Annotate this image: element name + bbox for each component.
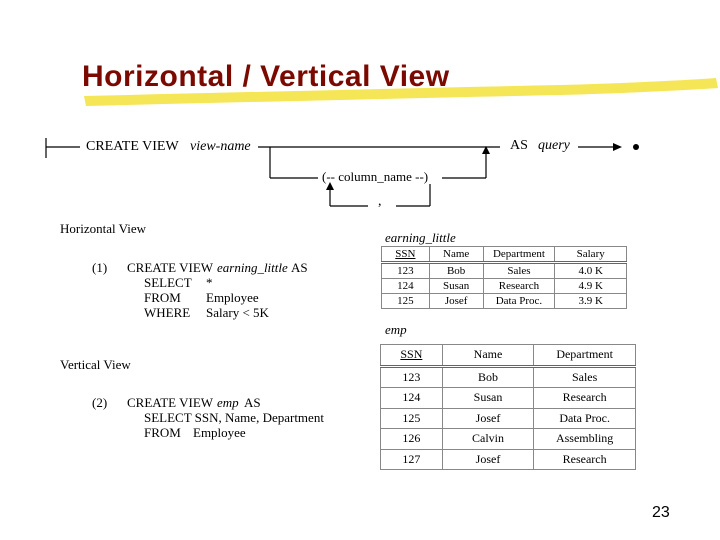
horizontal-where-kw: WHERE [144,305,191,320]
horizontal-select-kw: SELECT [144,275,192,290]
table-cell: 4.9 K [555,279,627,294]
page-number: 23 [652,504,670,521]
table-cell: Sales [534,366,636,388]
horizontal-where-val: Salary < 5K [206,305,269,320]
syntax-query: query [538,138,570,153]
table-cell: 4.0 K [555,263,627,279]
table-cell: Bob [429,263,483,279]
table-cell: 124 [381,388,443,409]
table-row [382,263,627,279]
table-cell: 124 [382,279,430,294]
table-cell: Bob [442,366,534,388]
table-header: Name [442,345,534,367]
horizontal-select-val: * [206,275,213,290]
table-cell: 126 [381,429,443,450]
table-row [381,449,636,470]
earning-little-table [381,246,627,309]
syntax-arrow-right [613,143,622,151]
table-cell: 127 [381,449,443,470]
table-cell: Susan [442,388,534,409]
syntax-end-dot [633,144,639,150]
table-header: SSN [381,345,443,367]
table-cell: Susan [429,279,483,294]
syntax-as: AS [510,138,528,153]
page-title: Horizontal / Vertical View [82,60,450,93]
vertical-from-val: Employee [193,425,246,440]
table-cell: 123 [382,263,430,279]
vertical-view-name: emp [217,395,239,410]
syntax-create-view: CREATE VIEW [86,139,179,154]
table-cell: Assembling [534,429,636,450]
table-cell: 125 [381,408,443,429]
table-header: Department [534,345,636,367]
table-cell: Research [483,279,555,294]
table-cell: Data Proc. [483,294,555,309]
vertical-from-kw: FROM [144,425,181,440]
table-header: Department [483,247,555,263]
table-cell: Josef [442,408,534,429]
syntax-diagram [0,0,720,220]
table-row [382,294,627,309]
syntax-column-name: (-- column_name --) [322,169,429,184]
syntax-comma: , [378,194,382,209]
table-header: SSN [382,247,430,263]
table-cell: Josef [442,449,534,470]
table-cell: Calvin [442,429,534,450]
table-cell: 3.9 K [555,294,627,309]
table-cell: Research [534,449,636,470]
table-row [381,366,636,388]
vertical-view-heading: Vertical View [60,357,131,372]
table-row [381,388,636,409]
vertical-as: AS [244,395,261,410]
table-header-row [382,247,627,263]
horizontal-from-kw: FROM [144,290,181,305]
table-header: Name [429,247,483,263]
table-header: Salary [555,247,627,263]
table-row [382,279,627,294]
table2-label: emp [385,322,407,337]
table-header-row [381,345,636,367]
table-cell: 123 [381,366,443,388]
horizontal-view-heading: Horizontal View [60,221,146,236]
table-cell: 125 [382,294,430,309]
horizontal-from-val: Employee [206,290,259,305]
table-cell: Data Proc. [534,408,636,429]
table-cell: Sales [483,263,555,279]
table-row [381,408,636,429]
table-cell: Josef [429,294,483,309]
syntax-view-name: view-name [190,139,251,154]
emp-table [380,344,636,470]
horizontal-as: AS [291,260,308,275]
horizontal-view-name: earning_little [217,260,288,275]
horizontal-num: (1) [92,260,108,275]
horizontal-create-kw: CREATE VIEW [127,260,214,275]
table-row [381,429,636,450]
vertical-create-kw: CREATE VIEW [127,395,214,410]
table1-label: earning_little [385,230,456,245]
vertical-select-line: SELECT SSN, Name, Department [144,410,324,425]
table-cell: Research [534,388,636,409]
vertical-num: (2) [92,395,108,410]
